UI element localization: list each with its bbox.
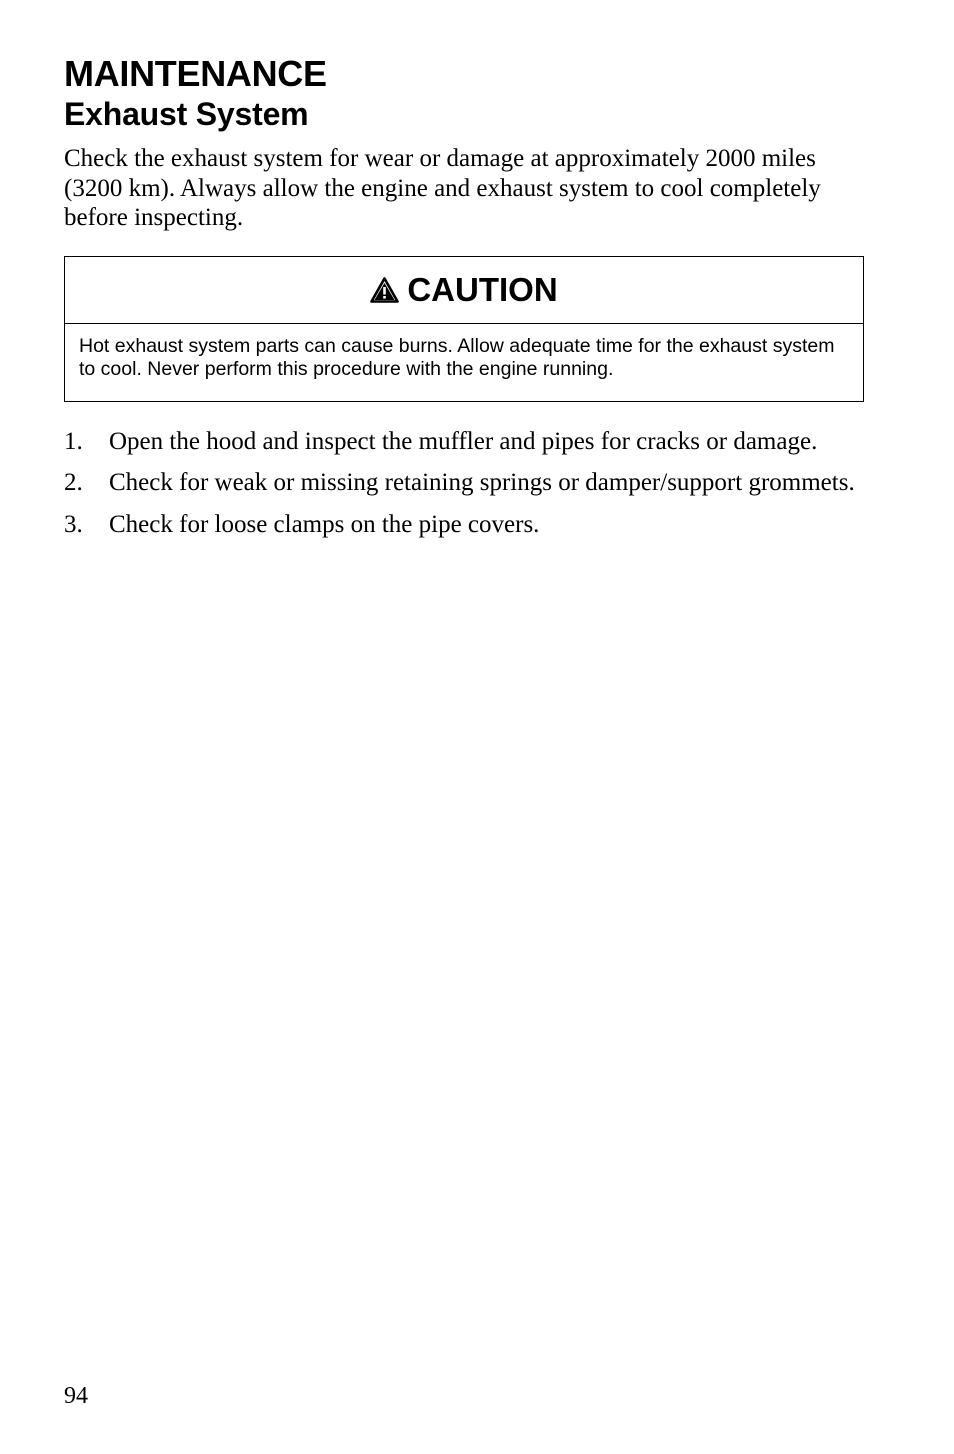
- caution-title: CAUTION: [407, 270, 558, 308]
- section-title: MAINTENANCE: [64, 53, 327, 94]
- step-number: 2.: [64, 469, 83, 496]
- step-number: 1.: [64, 427, 83, 455]
- list-item: [64, 428, 864, 457]
- page-number: 94: [64, 1383, 88, 1409]
- list-item: [64, 469, 864, 498]
- step-text: Check for loose clamps on the pipe covers.: [109, 510, 540, 538]
- steps-list: [64, 428, 864, 540]
- caution-text: Hot exhaust system parts can cause burns. Allow adequate time for the exhaust system to cool. Never perform this procedure with the engine running.: [79, 334, 835, 380]
- manual-page: [64, 54, 864, 552]
- intro-paragraph: Check the exhaust system for wear or damage at approximately 2000 miles (3200 km). Always allow the engine and exhaust system to cool completely before inspecting.: [64, 145, 821, 231]
- warning-triangle-icon: [370, 277, 399, 303]
- caution-box: [64, 256, 864, 402]
- step-text: Open the hood and inspect the muffler and pipes for cracks or damage.: [109, 427, 818, 455]
- caution-header: [65, 257, 863, 324]
- subsection-title: Exhaust System: [64, 96, 309, 132]
- list-item: [64, 511, 864, 540]
- step-number: 3.: [64, 510, 83, 538]
- step-text: Check for weak or missing retaining springs or damper/support grommets.: [109, 469, 855, 496]
